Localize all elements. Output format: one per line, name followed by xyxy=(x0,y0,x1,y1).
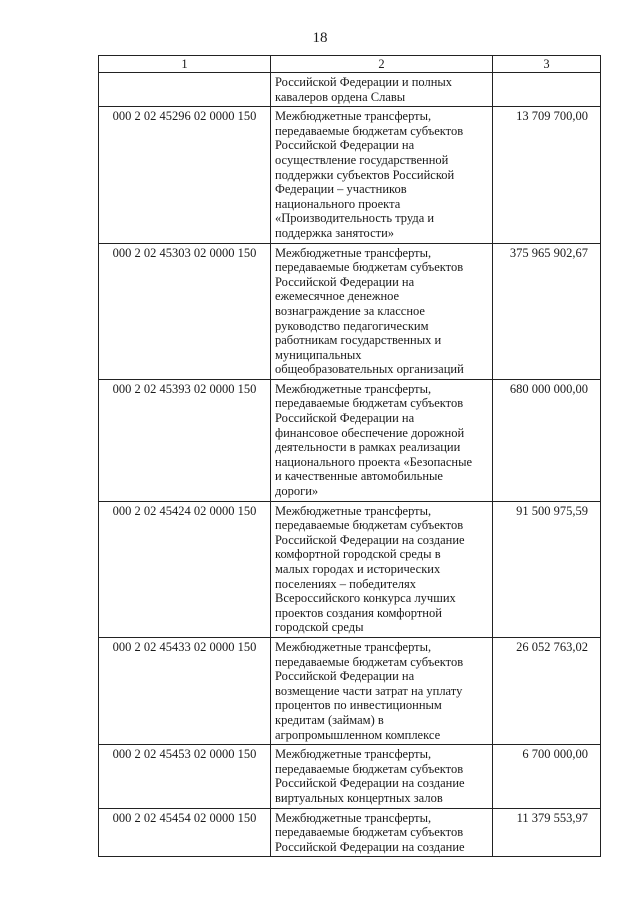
description-cell xyxy=(271,243,493,379)
description-cell xyxy=(271,107,493,243)
description-line: малых городах и исторических xyxy=(275,562,441,576)
description-line: Российской Федерации на xyxy=(275,411,415,426)
amount-cell: 6 700 000,00 xyxy=(493,745,601,808)
amount-cell: 26 052 763,02 xyxy=(493,637,601,744)
table-row xyxy=(99,808,601,857)
description-cell xyxy=(271,73,493,107)
income-code-cell: 000 2 02 45433 02 0000 150 xyxy=(99,637,271,744)
description-line: Российской Федерации и полных xyxy=(275,75,453,89)
description-line: Межбюджетные трансферты, xyxy=(275,810,432,825)
description-line: деятельности в рамках реализации xyxy=(275,440,461,455)
description-line: национального проекта «Безопасные xyxy=(275,454,473,469)
description-line: Российской Федерации на создание xyxy=(275,776,465,791)
description-cell xyxy=(271,745,493,808)
description-line: дороги» xyxy=(275,484,319,499)
description-line: Российской Федерации на xyxy=(275,138,415,153)
description-line: вознаграждение за классное xyxy=(275,303,425,318)
description-line: Межбюджетные трансферты, xyxy=(275,503,432,518)
description-line: передаваемые бюджетам субъектов xyxy=(275,123,464,138)
amount-cell: 91 500 975,59 xyxy=(493,501,601,637)
description-line: передаваемые бюджетам субъектов xyxy=(275,761,464,776)
description-line: Российской Федерации на xyxy=(275,669,415,684)
amount-cell: 13 709 700,00 xyxy=(493,107,601,243)
description-line: национального проекта xyxy=(275,196,401,211)
description-line: поддержка занятости» xyxy=(275,225,395,240)
income-code-cell: 000 2 02 45303 02 0000 150 xyxy=(99,243,271,379)
description-line: Федерации – участников xyxy=(275,182,407,197)
description-line: финансовое обеспечение дорожной xyxy=(275,425,465,440)
table-row xyxy=(99,379,601,501)
income-code-cell: 000 2 02 45393 02 0000 150 xyxy=(99,379,271,501)
description-line: комфортной городской среды в xyxy=(275,547,441,562)
column-header-2: 2 xyxy=(271,56,493,73)
description-line: Всероссийского конкурса лучших xyxy=(275,591,456,606)
description-line: Межбюджетные трансферты, xyxy=(275,639,432,654)
description-line: «Производительность труда и xyxy=(275,211,435,226)
description-cell xyxy=(271,501,493,637)
column-header-1: 1 xyxy=(99,56,271,73)
description-line: муниципальных xyxy=(275,347,362,362)
description-line: Межбюджетные трансферты, xyxy=(275,747,432,762)
description-line: передаваемые бюджетам субъектов xyxy=(275,260,464,275)
budget-table xyxy=(98,55,601,857)
table-row xyxy=(99,637,601,744)
description-line: Межбюджетные трансферты, xyxy=(275,381,432,396)
description-line: виртуальных концертных залов xyxy=(275,790,443,805)
description-line: передаваемые бюджетам субъектов xyxy=(275,654,464,669)
description-line: возмещение части затрат на уплату xyxy=(275,683,463,698)
column-header-3: 3 xyxy=(493,56,601,73)
description-line: руководство педагогическим xyxy=(275,318,429,333)
description-line: Российской Федерации на создание xyxy=(275,839,465,854)
description-cell xyxy=(271,637,493,744)
header-row xyxy=(99,56,601,73)
table-row xyxy=(99,745,601,808)
description-line: агропромышленном комплексе xyxy=(275,727,441,742)
description-line: городской среды xyxy=(275,620,364,635)
income-code-cell: 000 2 02 45424 02 0000 150 xyxy=(99,501,271,637)
description-line: поселениях – победителях xyxy=(275,576,416,591)
description-line: кавалеров ордена Славы xyxy=(275,89,406,104)
description-cell xyxy=(271,379,493,501)
description-line: передаваемые бюджетам субъектов xyxy=(275,518,464,533)
amount-cell: 680 000 000,00 xyxy=(493,379,601,501)
table-row xyxy=(99,107,601,243)
description-line: Межбюджетные трансферты, xyxy=(275,109,432,124)
income-code-cell: 000 2 02 45454 02 0000 150 xyxy=(99,808,271,857)
description-line: Российской Федерации на xyxy=(275,274,415,289)
description-line: Межбюджетные трансферты, xyxy=(275,245,432,260)
page-number: 18 xyxy=(312,30,328,46)
description-line: работникам государственных и xyxy=(275,333,442,348)
description-line: процентов по инвестиционным xyxy=(275,698,442,713)
description-line: осуществление государственной xyxy=(275,152,449,167)
description-line: Российской Федерации на создание xyxy=(275,532,465,547)
description-line: передаваемые бюджетам субъектов xyxy=(275,825,464,840)
amount-cell xyxy=(493,73,601,107)
description-line: кредитам (займам) в xyxy=(275,712,384,727)
description-line: ежемесячное денежное xyxy=(275,289,400,304)
table-row xyxy=(99,73,601,107)
amount-cell: 375 965 902,67 xyxy=(493,243,601,379)
description-cell xyxy=(271,808,493,857)
table-body xyxy=(99,73,601,857)
amount-cell: 11 379 553,97 xyxy=(493,808,601,857)
description-line: поддержки субъектов Российской xyxy=(275,167,455,182)
description-line: и качественные автомобильные xyxy=(275,469,443,484)
description-line: передаваемые бюджетам субъектов xyxy=(275,396,464,411)
table-row xyxy=(99,501,601,637)
table-row xyxy=(99,243,601,379)
description-line: проектов создания комфортной xyxy=(275,605,442,620)
income-code-cell: 000 2 02 45296 02 0000 150 xyxy=(99,107,271,243)
income-code-cell: 000 2 02 45453 02 0000 150 xyxy=(99,745,271,808)
description-line: общеобразовательных организаций xyxy=(275,362,464,377)
income-code-cell xyxy=(99,73,271,107)
